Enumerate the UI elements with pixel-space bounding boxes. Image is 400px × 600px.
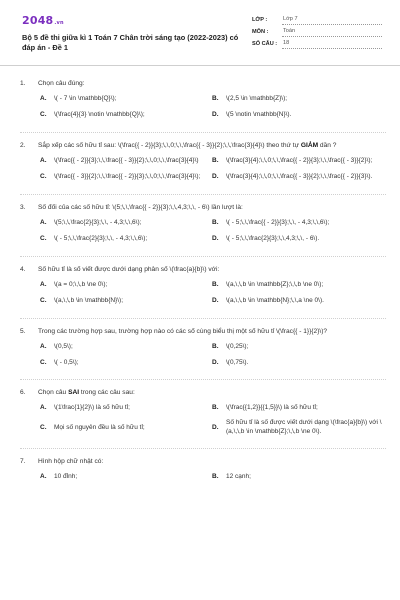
divider (20, 194, 386, 195)
meta-key: SỐ CÂU : (252, 41, 278, 48)
question-number: 5. (20, 327, 26, 335)
answer-option[interactable]: A. \(\frac{{ - 2}}{3};\,\,\frac{{ - 3}}{2};\,\,0;\,\,\frac{3}{4}\) (40, 156, 199, 164)
divider (20, 448, 386, 449)
answer-option[interactable]: C. \(a,\,\,b \in \mathbb{N}\); (40, 296, 124, 304)
answer-option[interactable]: A. 10 đỉnh; (40, 472, 78, 480)
meta-row-count (252, 38, 382, 49)
question-text: Số đối của các số hữu tỉ: \(5;\,\,\frac{{ - 2}}{3};\,\,4,3;\,\, - 6\) lần lượt là: (38, 203, 243, 211)
answer-options (40, 156, 386, 183)
question-item (20, 142, 386, 183)
question-text: Số hữu tỉ là số viết được dưới dạng phân số \(\frac{a}{b}\) với: (38, 265, 220, 273)
document-meta (252, 14, 382, 50)
meta-row-class (252, 14, 382, 25)
question-item (20, 328, 386, 369)
question-item (20, 458, 386, 483)
answer-option[interactable]: D. \( - 5;\,\,\frac{2}{3};\,\,4,3;\,\, - 6\). (212, 234, 320, 242)
question-number: 3. (20, 203, 26, 211)
answer-option[interactable]: D. Số hữu tỉ là số được viết dưới dạng \(\frac{a}{b}\) với \(a,\,\,b \in \mathbb{Z};\,\,b \ne 0\). (212, 419, 382, 436)
answer-option[interactable]: B. 12 cạnh; (212, 472, 251, 480)
question-text: Hình hộp chữ nhật có: (38, 457, 104, 465)
meta-value: Lớp 7 (282, 16, 382, 25)
meta-key: LỚP : (252, 17, 268, 24)
divider (20, 379, 386, 380)
question-number: 7. (20, 457, 26, 465)
question-number: 2. (20, 141, 26, 149)
meta-value: 18 (282, 40, 382, 49)
answer-option[interactable]: B. \(\frac{3}{4};\,\,0;\,\,\frac{{ - 2}}{3};\,\,\frac{{ - 3}}{2}\); (212, 156, 373, 164)
answer-option[interactable]: C. \(\frac{4}{3} \notin \mathbb{Q}\); (40, 111, 145, 118)
document-title: Bộ 5 đề thi giữa kì 1 Toán 7 Chân trời sáng tạo (2022-2023) có đáp án - Đề 1 (22, 32, 239, 52)
answer-option[interactable]: A. \( - 7 \in \mathbb{Q}\); (40, 95, 117, 102)
answer-options (40, 94, 386, 121)
answer-option[interactable]: B. \(a,\,\,b \in \mathbb{Z};\,\,b \ne 0\); (212, 280, 324, 288)
question-text: Trong các trường hợp sau, trường hợp nào có các số cùng biểu thị một số hữu tỉ \(\frac{{ - 1}}{2}\)? (38, 327, 328, 335)
answer-options (40, 218, 386, 245)
question-item (20, 389, 386, 436)
page-header (0, 0, 400, 66)
question-text: Sắp xếp các số hữu tỉ sau: \(\frac{{ - 2}}{3};\,\,0;\,\,\frac{{ - 3}}{2};\,\,\frac{3}{4}\) theo thứ tự GIẢM dần ? (38, 141, 337, 149)
answer-option[interactable]: C. \(\frac{{ - 3}}{2};\,\,\frac{{ - 2}}{3};\,\,0;\,\,\frac{3}{4}\); (40, 172, 201, 180)
answer-option[interactable]: B. \(2,5 \in \mathbb{Z}\); (212, 95, 288, 102)
divider (20, 256, 386, 257)
question-item (20, 80, 386, 121)
divider (20, 132, 386, 133)
question-item (20, 266, 386, 307)
answer-option[interactable]: A. \(a = 0;\,\,b \ne 0\); (40, 280, 108, 288)
answer-option[interactable]: C. Mọi số nguyên đều là số hữu tỉ; (40, 423, 145, 431)
logo-suffix: .vn (54, 20, 64, 26)
answer-option[interactable]: B. \( - 5;\,\,\frac{{ - 2}}{3};\,\, - 4,3;\,\,6\); (212, 218, 330, 226)
answer-options (40, 280, 386, 307)
answer-option[interactable]: D. \(a,\,\,b \in \mathbb{N};\,\,a \ne 0\). (212, 296, 324, 304)
answer-option[interactable]: C. \( - 5;\,\,\frac{2}{3};\,\, - 4,3;\,\,6\); (40, 234, 148, 242)
answer-option[interactable]: D. \(\frac{3}{4};\,\,0;\,\,\frac{{ - 3}}{2};\,\,\frac{{ - 2}}{3}\). (212, 172, 373, 180)
answer-option[interactable]: D. \(0,75\). (212, 358, 249, 366)
meta-key: MÔN : (252, 29, 269, 36)
divider (20, 318, 386, 319)
question-number: 1. (20, 80, 26, 87)
meta-row-subject (252, 26, 382, 37)
logo-text: 2048 (22, 14, 54, 27)
answer-option[interactable]: B. \(\frac{{1,2}}{{1,5}}\) là số hữu tỉ; (212, 404, 318, 412)
answer-option[interactable]: A. \(1\frac{1}{2}\) là số hữu tỉ; (40, 404, 130, 412)
answer-option[interactable]: B. \(0,25\); (212, 342, 249, 350)
answer-option[interactable]: D. \(5 \notin \mathbb{N}\). (212, 111, 292, 118)
question-item (20, 204, 386, 245)
question-number: 6. (20, 389, 26, 397)
question-text: Chọn câu SAI trong các câu sau: (38, 389, 135, 397)
answer-option[interactable]: A. \(0,5\); (40, 342, 73, 350)
question-list (0, 66, 400, 483)
answer-options (40, 341, 386, 368)
question-text: Chọn câu đúng: (38, 80, 85, 87)
answer-options (40, 472, 386, 483)
answer-option[interactable]: A. \(5;\,\,\frac{2}{3};\,\, - 4,3;\,\,6\); (40, 218, 142, 226)
meta-value: Toán (282, 28, 382, 37)
answer-option[interactable]: C. \( - 0,5\); (40, 358, 79, 366)
question-number: 4. (20, 265, 26, 273)
answer-options (40, 403, 386, 437)
